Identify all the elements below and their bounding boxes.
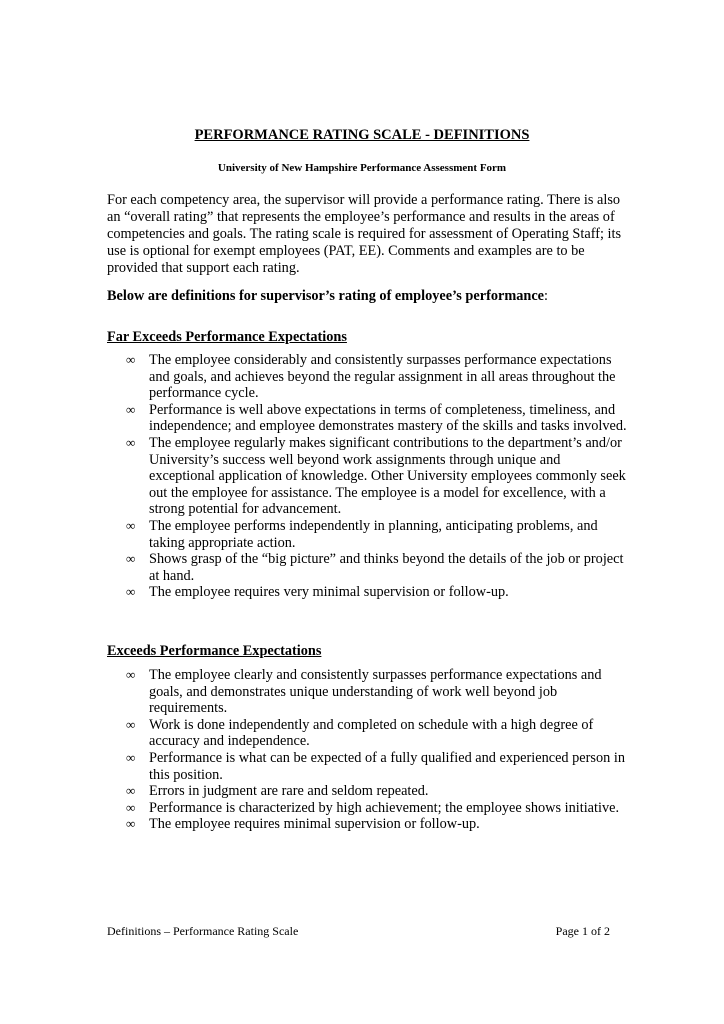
- list-item-text: Work is done independently and completed on schedule with a high degree of accuracy and independence.: [149, 716, 594, 750]
- bullet-symbol: ∞: [126, 551, 136, 567]
- list-item: [107, 584, 627, 601]
- list-item: [107, 518, 627, 551]
- list-item-text: The employee considerably and consistently surpasses performance expectations and goals, and achieves beyond the regular assignment in all areas throughout the performance cycle.: [149, 352, 616, 402]
- bullet-symbol: ∞: [126, 816, 136, 832]
- bullet-symbol: ∞: [126, 667, 136, 682]
- list-item-text: The employee clearly and consistently surpasses performance expectations and goals, and demonstrates unique understanding of work well beyond job requirements.: [149, 667, 602, 717]
- bullet-symbol: ∞: [126, 517, 136, 533]
- far-exceeds-list: [107, 352, 627, 601]
- list-item-text: Performance is characterized by high achievement; the employee shows initiative.: [149, 799, 620, 816]
- list-item-text: Errors in judgment are rare and seldom repeated.: [149, 783, 429, 800]
- list-item: [107, 435, 627, 518]
- page-subtitle: University of New Hampshire Performance Assessment Form: [217, 162, 507, 174]
- bullet-symbol: ∞: [126, 401, 136, 417]
- definitions-lead: [107, 288, 627, 305]
- list-item-text: Shows grasp of the “big picture” and thinks beyond the details of the job or project at hand.: [149, 551, 624, 584]
- list-item: [107, 783, 627, 800]
- page-title: PERFORMANCE RATING SCALE - DEFINITIONS: [194, 127, 530, 143]
- footer-document-label: Definitions – Performance Rating Scale: [107, 924, 299, 938]
- bullet-symbol: ∞: [126, 799, 136, 815]
- section-heading-exceeds: Exceeds Performance Expectations: [107, 643, 322, 659]
- list-item-text: Performance is what can be expected of a fully qualified and experienced person in this position.: [149, 749, 625, 783]
- bullet-symbol: ∞: [126, 716, 136, 732]
- list-item: [107, 667, 627, 717]
- bullet-symbol: ∞: [126, 749, 136, 765]
- list-item-text: The employee performs independently in planning, anticipating problems, and taking appropriate action.: [149, 517, 598, 551]
- list-item: [107, 717, 627, 750]
- list-item-text: The employee requires minimal supervision or follow-up.: [149, 816, 480, 833]
- bullet-symbol: ∞: [126, 584, 136, 600]
- list-item: [107, 352, 627, 402]
- definitions-lead-colon: :: [544, 288, 549, 304]
- list-item: [107, 551, 627, 584]
- list-item-text: Performance is well above expectations in terms of completeness, timeliness, and independence; and employee demonstrates mastery of the skills and tasks involved.: [149, 401, 627, 435]
- bullet-symbol: ∞: [126, 783, 136, 799]
- list-item: [107, 750, 627, 783]
- definitions-lead-bold: Below are definitions for supervisor’s rating of employee’s performance: [107, 288, 545, 304]
- bullet-symbol: ∞: [126, 352, 136, 367]
- list-item-text: The employee regularly makes significant contributions to the department’s and/or University’s success well beyond work assignments through unique and exceptional application of knowledge. Other University employees commonly seek out the employee for assistance. The employee is a model for excellence, with a strong potential for advancement.: [149, 434, 626, 518]
- list-item: [107, 816, 627, 833]
- footer-page-number: Page 1 of 2: [555, 924, 610, 938]
- section-heading-far-exceeds: Far Exceeds Performance Expectations: [107, 329, 347, 345]
- bullet-symbol: ∞: [126, 434, 136, 450]
- exceeds-list: [107, 667, 627, 833]
- list-item: [107, 402, 627, 435]
- intro-paragraph: For each competency area, the supervisor will provide a performance rating. There is also an “overall rating” that represents the employee’s performance and results in the areas of competencies and goals. The rating scale is required for assessment of Operating Staff; its use is optional for exempt employees (PAT, EE). Comments and examples are to be provided that support each rating.: [107, 192, 622, 276]
- list-item: [107, 800, 627, 817]
- list-item-text: The employee requires very minimal supervision or follow-up.: [149, 584, 509, 601]
